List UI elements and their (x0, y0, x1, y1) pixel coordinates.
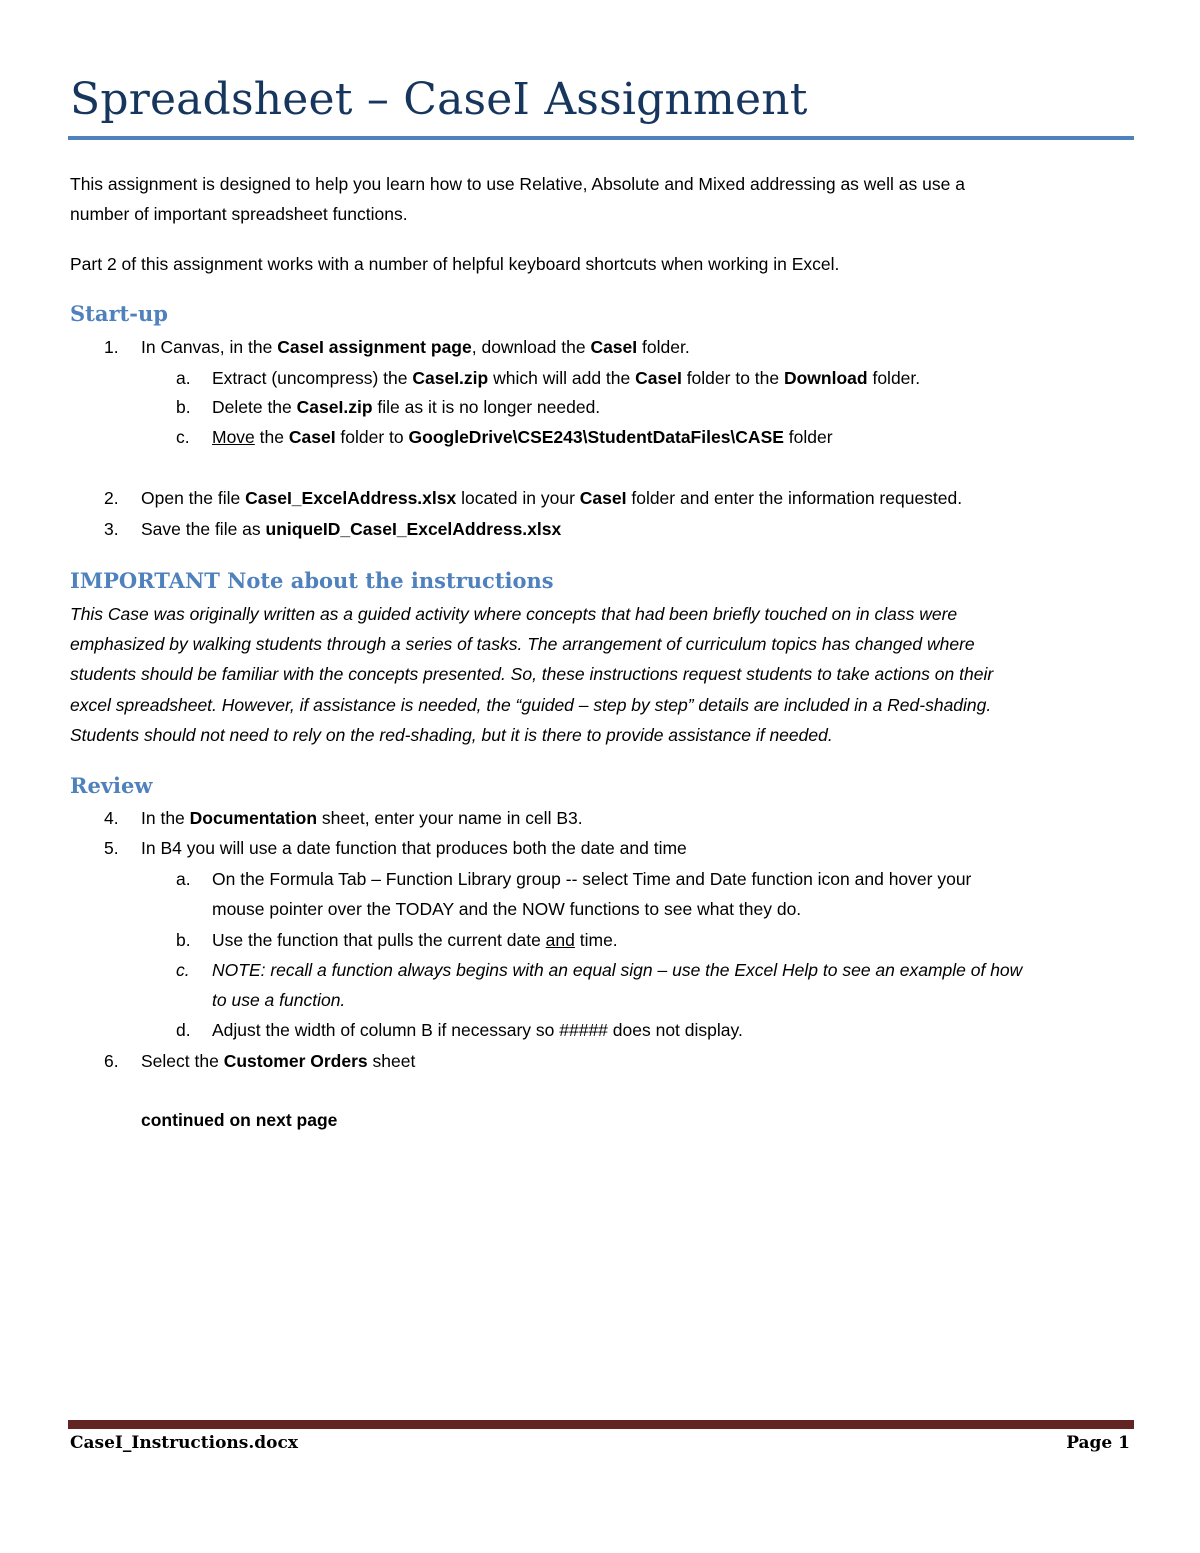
step-1b-text: Delete the CaseI.zip file as it is no longer needed. (212, 397, 601, 417)
step-1b-label: b. (176, 397, 191, 417)
review-heading: Review (70, 773, 153, 798)
step-5b-text: Use the function that pulls the current date and time. (212, 930, 618, 950)
note-line-1: This Case was originally written as a guided activity where concepts that had been briefly touched on in class were (70, 604, 958, 624)
step-2-text: Open the file CaseI_ExcelAddress.xlsx located in your CaseI folder and enter the information requested. (141, 488, 963, 508)
step-5c-line-2: to use a function. (212, 990, 346, 1010)
step-6-number: 6. (104, 1051, 119, 1071)
intro-line-2: number of important spreadsheet functions. (70, 204, 408, 224)
step-3-text: Save the file as uniqueID_CaseI_ExcelAddress.xlsx (141, 519, 562, 539)
step-1a-text: Extract (uncompress) the CaseI.zip which will add the CaseI folder to the Download folder. (212, 368, 921, 388)
step-1a-label: a. (176, 368, 191, 388)
step-5-text: In B4 you will use a date function that produces both the date and time (141, 838, 687, 858)
intro-line-1: This assignment is designed to help you learn how to use Relative, Absolute and Mixed addressing as well as use a (70, 174, 965, 194)
footer-rule (68, 1420, 1134, 1429)
step-3-number: 3. (104, 519, 119, 539)
step-5c-line-1: NOTE: recall a function always begins with an equal sign – use the Excel Help to see an example of how (212, 960, 1023, 980)
note-line-3: students should be familiar with the concepts presented. So, these instructions request students to take actions on their (70, 664, 994, 684)
step-5-number: 5. (104, 838, 119, 858)
step-5a-line-1: On the Formula Tab – Function Library group -- select Time and Date function icon and hover your (212, 869, 972, 889)
continued-note: continued on next page (141, 1110, 338, 1130)
step-1c-text: Move the CaseI folder to GoogleDrive\CSE243\StudentDataFiles\CASE folder (212, 427, 833, 447)
note-line-4: excel spreadsheet. However, if assistance is needed, the “guided – step by step” details are included in a Red-shading. (70, 695, 992, 715)
step-1-number: 1. (104, 337, 119, 357)
step-5b-label: b. (176, 930, 191, 950)
step-5c-label: c. (176, 960, 190, 980)
step-5d-text: Adjust the width of column B if necessary so ##### does not display. (212, 1020, 743, 1040)
footer-page-number: Page 1 (1066, 1433, 1130, 1453)
document-title: Spreadsheet – CaseI Assignment (70, 74, 808, 125)
important-note-heading: IMPORTANT Note about the instructions (70, 568, 554, 593)
title-underline (68, 136, 1134, 140)
footer-filename: CaseI_Instructions.docx (70, 1433, 298, 1453)
step-4-text: In the Documentation sheet, enter your name in cell B3. (141, 808, 583, 828)
step-1c-label: c. (176, 427, 190, 447)
startup-heading: Start-up (70, 301, 168, 326)
step-4-number: 4. (104, 808, 119, 828)
step-5a-line-2: mouse pointer over the TODAY and the NOW functions to see what they do. (212, 899, 802, 919)
note-line-2: emphasized by walking students through a series of tasks. The arrangement of curriculum topics has changed where (70, 634, 975, 654)
note-line-5: Students should not need to rely on the red-shading, but it is there to provide assistance if needed. (70, 725, 833, 745)
step-6-text: Select the Customer Orders sheet (141, 1051, 416, 1071)
step-2-number: 2. (104, 488, 119, 508)
step-1-text: In Canvas, in the CaseI assignment page, download the CaseI folder. (141, 337, 690, 357)
step-5d-label: d. (176, 1020, 191, 1040)
step-5a-label: a. (176, 869, 191, 889)
part2-paragraph: Part 2 of this assignment works with a number of helpful keyboard shortcuts when working in Excel. (70, 254, 840, 274)
